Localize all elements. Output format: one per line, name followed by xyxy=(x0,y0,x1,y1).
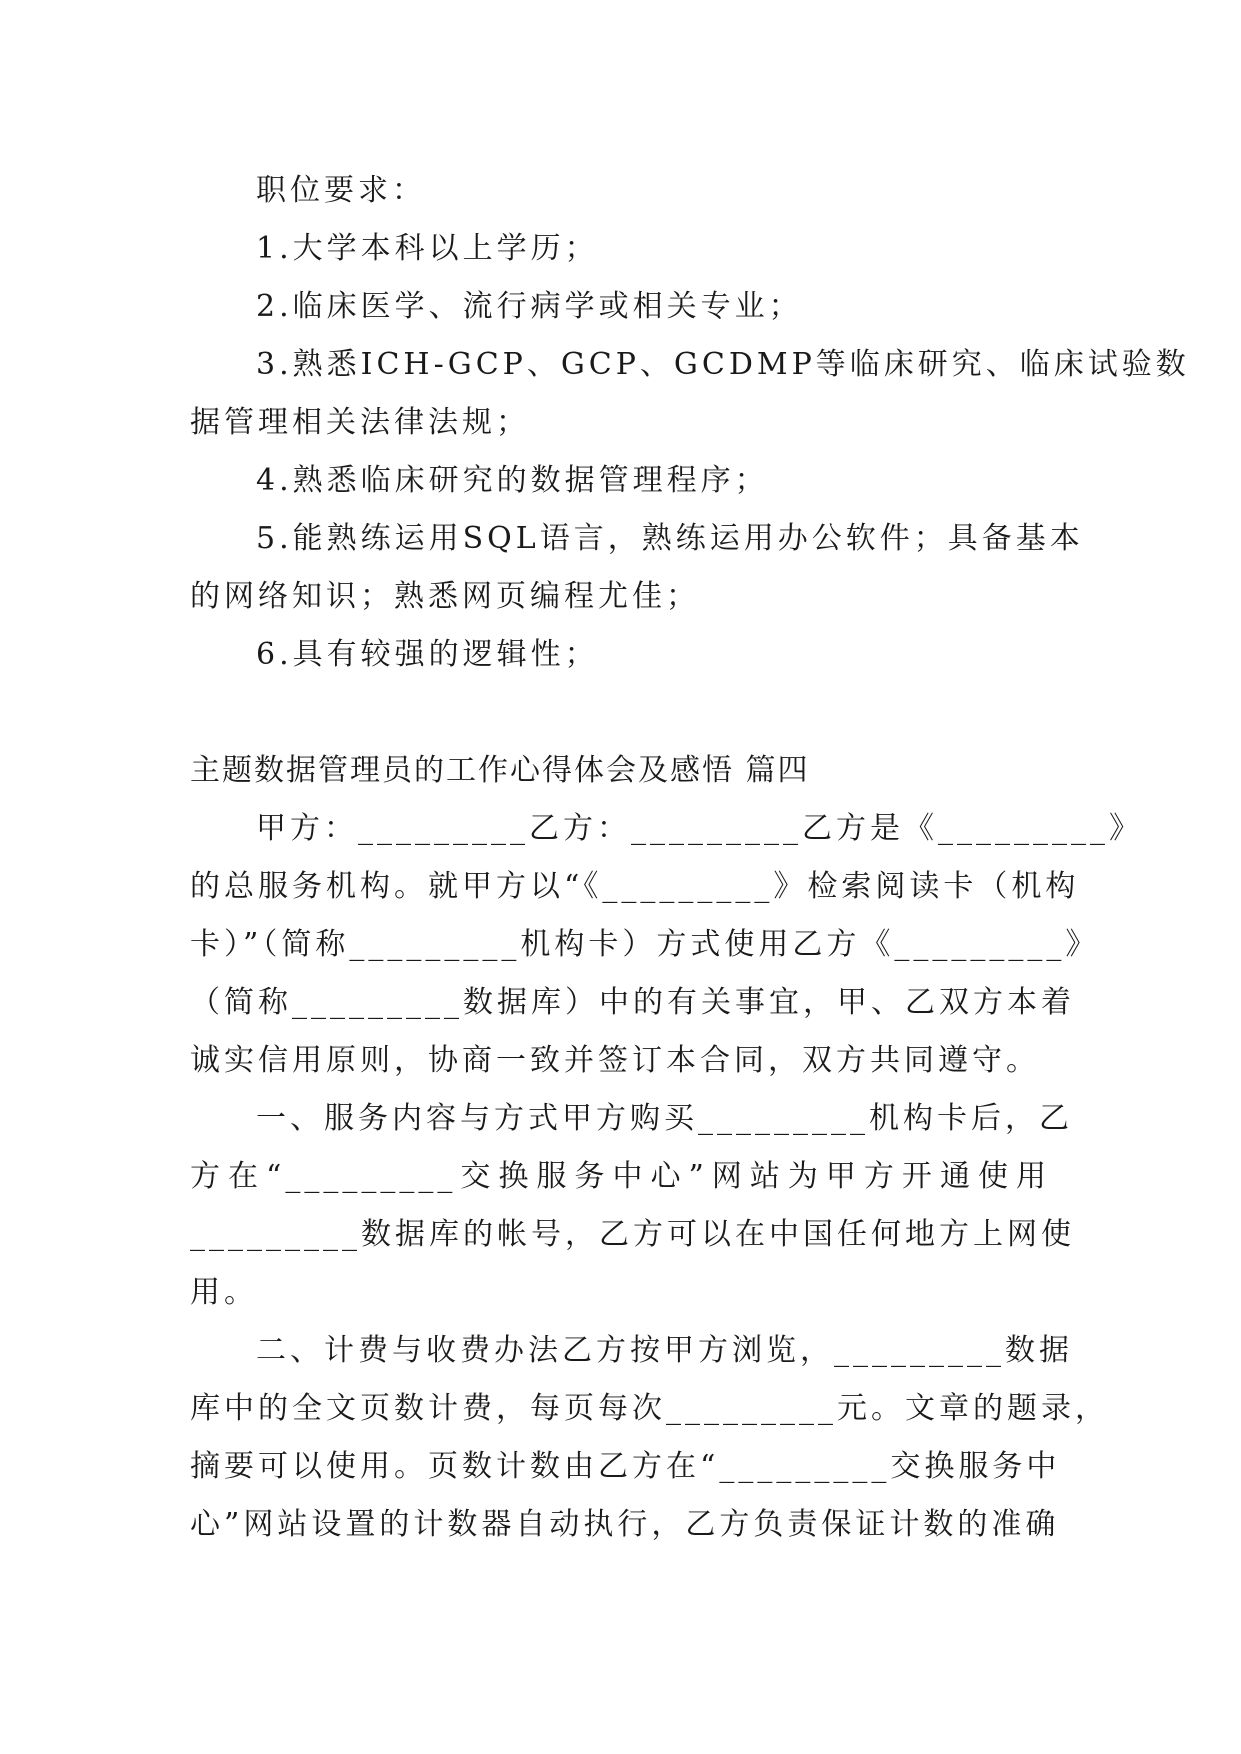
service-clause-line: 一、服务内容与方式甲方购买_________机构卡后，乙 xyxy=(256,1101,1073,1136)
contract-paragraph-line: 卡）”（简称_________机构卡）方式使用乙方《_________》 xyxy=(190,927,1100,962)
contract-paragraph-line: 的总服务机构。就甲方以“《_________》检索阅读卡（机构 xyxy=(190,869,1080,904)
job-requirements-heading: 职位要求： xyxy=(256,173,426,208)
contract-paragraph-line: （简称_________数据库）中的有关事宜，甲、乙双方本着 xyxy=(190,985,1075,1020)
billing-clause-line: 库中的全文页数计费，每页每次_________元。文章的题录， xyxy=(190,1391,1109,1426)
service-clause-line: 用。 xyxy=(190,1275,258,1310)
contract-paragraph-line: 诚实信用原则，协商一致并签订本合同，双方共同遵守。 xyxy=(190,1043,1040,1078)
requirement-item-2: 2.临床医学、流行病学或相关专业； xyxy=(256,289,803,324)
requirement-item-1: 1.大学本科以上学历； xyxy=(256,231,599,266)
requirement-item-5: 5.能熟练运用SQL语言，熟练运用办公软件；具备基本 xyxy=(256,521,1084,556)
billing-clause-line: 摘要可以使用。页数计数由乙方在“_________交换服务中 xyxy=(190,1449,1061,1484)
service-clause-line: 方在“_________交换服务中心”网站为甲方开通使用 xyxy=(190,1159,1050,1194)
service-clause-line: _________数据库的帐号，乙方可以在中国任何地方上网使 xyxy=(190,1217,1075,1252)
requirement-item-3: 3.熟悉ICH-GCP、GCP、GCDMP等临床研究、临床试验数 xyxy=(256,347,1190,382)
billing-clause-line: 心”网站设置的计数器自动执行，乙方负责保证计数的准确 xyxy=(190,1507,1060,1542)
section-title: 主题数据管理员的工作心得体会及感悟 篇四 xyxy=(190,753,810,788)
requirement-item-6: 6.具有较强的逻辑性； xyxy=(256,637,599,672)
document-body xyxy=(190,162,1190,1554)
requirement-item-5-cont: 的网络知识；熟悉网页编程尤佳； xyxy=(190,579,700,614)
section-gap xyxy=(190,684,1050,742)
requirement-item-4: 4.熟悉临床研究的数据管理程序； xyxy=(256,463,769,498)
requirement-item-3-cont: 据管理相关法律法规； xyxy=(190,405,530,440)
billing-clause-line: 二、计费与收费办法乙方按甲方浏览，_________数据 xyxy=(256,1333,1073,1368)
contract-paragraph-line: 甲方：_________乙方：_________乙方是《_________》 xyxy=(256,811,1143,846)
